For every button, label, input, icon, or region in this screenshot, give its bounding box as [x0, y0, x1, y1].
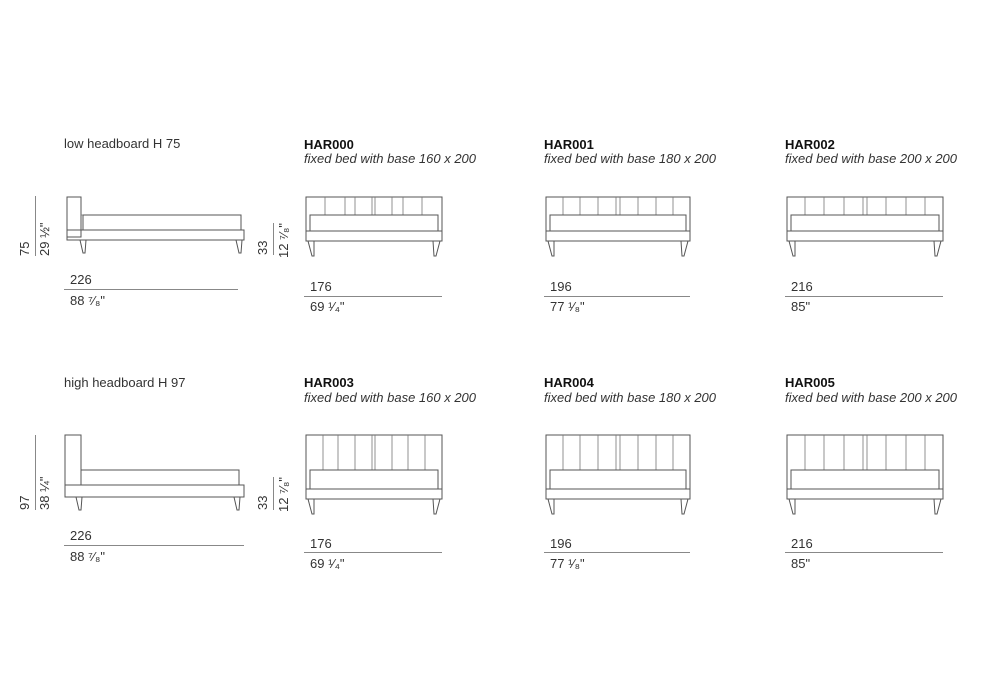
side-length-cm: 226: [70, 272, 92, 287]
side-length-rule: [64, 289, 238, 290]
width-cm: 216: [791, 279, 813, 294]
width-rule: [304, 552, 442, 553]
model-description: fixed bed with base 160 x 200: [304, 390, 477, 405]
width-cm: 196: [550, 536, 572, 551]
bed-front-view-drawing: [300, 428, 450, 518]
width-cm: 196: [550, 279, 572, 294]
width-cm: 216: [791, 536, 813, 551]
side-height-in: 38 ¼": [37, 476, 52, 510]
bed-height-rule: [273, 223, 274, 255]
width-in: 77 ¹⁄₈": [550, 556, 585, 571]
side-height-rule: [35, 435, 36, 510]
width-in: 69 ¹⁄₄": [310, 299, 345, 314]
width-in: 85": [791, 299, 811, 314]
bed-height-cm: 33: [255, 495, 270, 510]
model-code: HAR005: [785, 375, 835, 390]
model-code: HAR001: [544, 137, 594, 152]
width-rule: [304, 296, 442, 297]
model-description: fixed bed with base 200 x 200: [785, 151, 958, 166]
section-label: high headboard H 97: [64, 375, 186, 390]
width-rule: [544, 552, 690, 553]
side-height-cm: 97: [17, 495, 32, 510]
width-rule: [785, 296, 943, 297]
width-cm: 176: [310, 279, 332, 294]
width-cm: 176: [310, 536, 332, 551]
side-length-cm: 226: [70, 528, 92, 543]
model-code: HAR003: [304, 375, 354, 390]
bed-front-view-drawing: [540, 190, 700, 260]
width-in: 77 ¹⁄₈": [550, 299, 585, 314]
model-description: fixed bed with base 160 x 200: [304, 151, 477, 166]
side-length-in: 88 ⁷⁄₈": [70, 549, 105, 564]
model-code: HAR004: [544, 375, 594, 390]
side-height-cm: 75: [17, 241, 32, 256]
bed-front-view-drawing: [781, 190, 951, 260]
model-code: HAR002: [785, 137, 835, 152]
bed-height-cm: 33: [255, 240, 270, 255]
model-code: HAR000: [304, 137, 354, 152]
bed-height-rule: [273, 477, 274, 510]
bed-front-view-drawing: [781, 428, 951, 518]
side-height-rule: [35, 196, 36, 256]
width-in: 69 ¹⁄₄": [310, 556, 345, 571]
bed-front-view-drawing: [540, 428, 700, 518]
side-length-in: 88 ⁷⁄₈": [70, 293, 105, 308]
section-label: low headboard H 75: [64, 136, 181, 151]
bed-side-view-drawing: [60, 190, 250, 260]
width-rule: [785, 552, 943, 553]
model-description: fixed bed with base 180 x 200: [544, 151, 717, 166]
width-rule: [544, 296, 690, 297]
bed-height-in: 12 ⁷⁄₈": [276, 477, 291, 512]
bed-side-view-drawing: [60, 428, 250, 518]
model-description: fixed bed with base 200 x 200: [785, 390, 958, 405]
width-in: 85": [791, 556, 811, 571]
side-height-in: 29 ½": [37, 222, 52, 256]
bed-front-view-drawing: [300, 190, 450, 260]
bed-height-in: 12 ⁷⁄₈": [276, 223, 291, 258]
side-length-rule: [64, 545, 244, 546]
model-description: fixed bed with base 180 x 200: [544, 390, 717, 405]
